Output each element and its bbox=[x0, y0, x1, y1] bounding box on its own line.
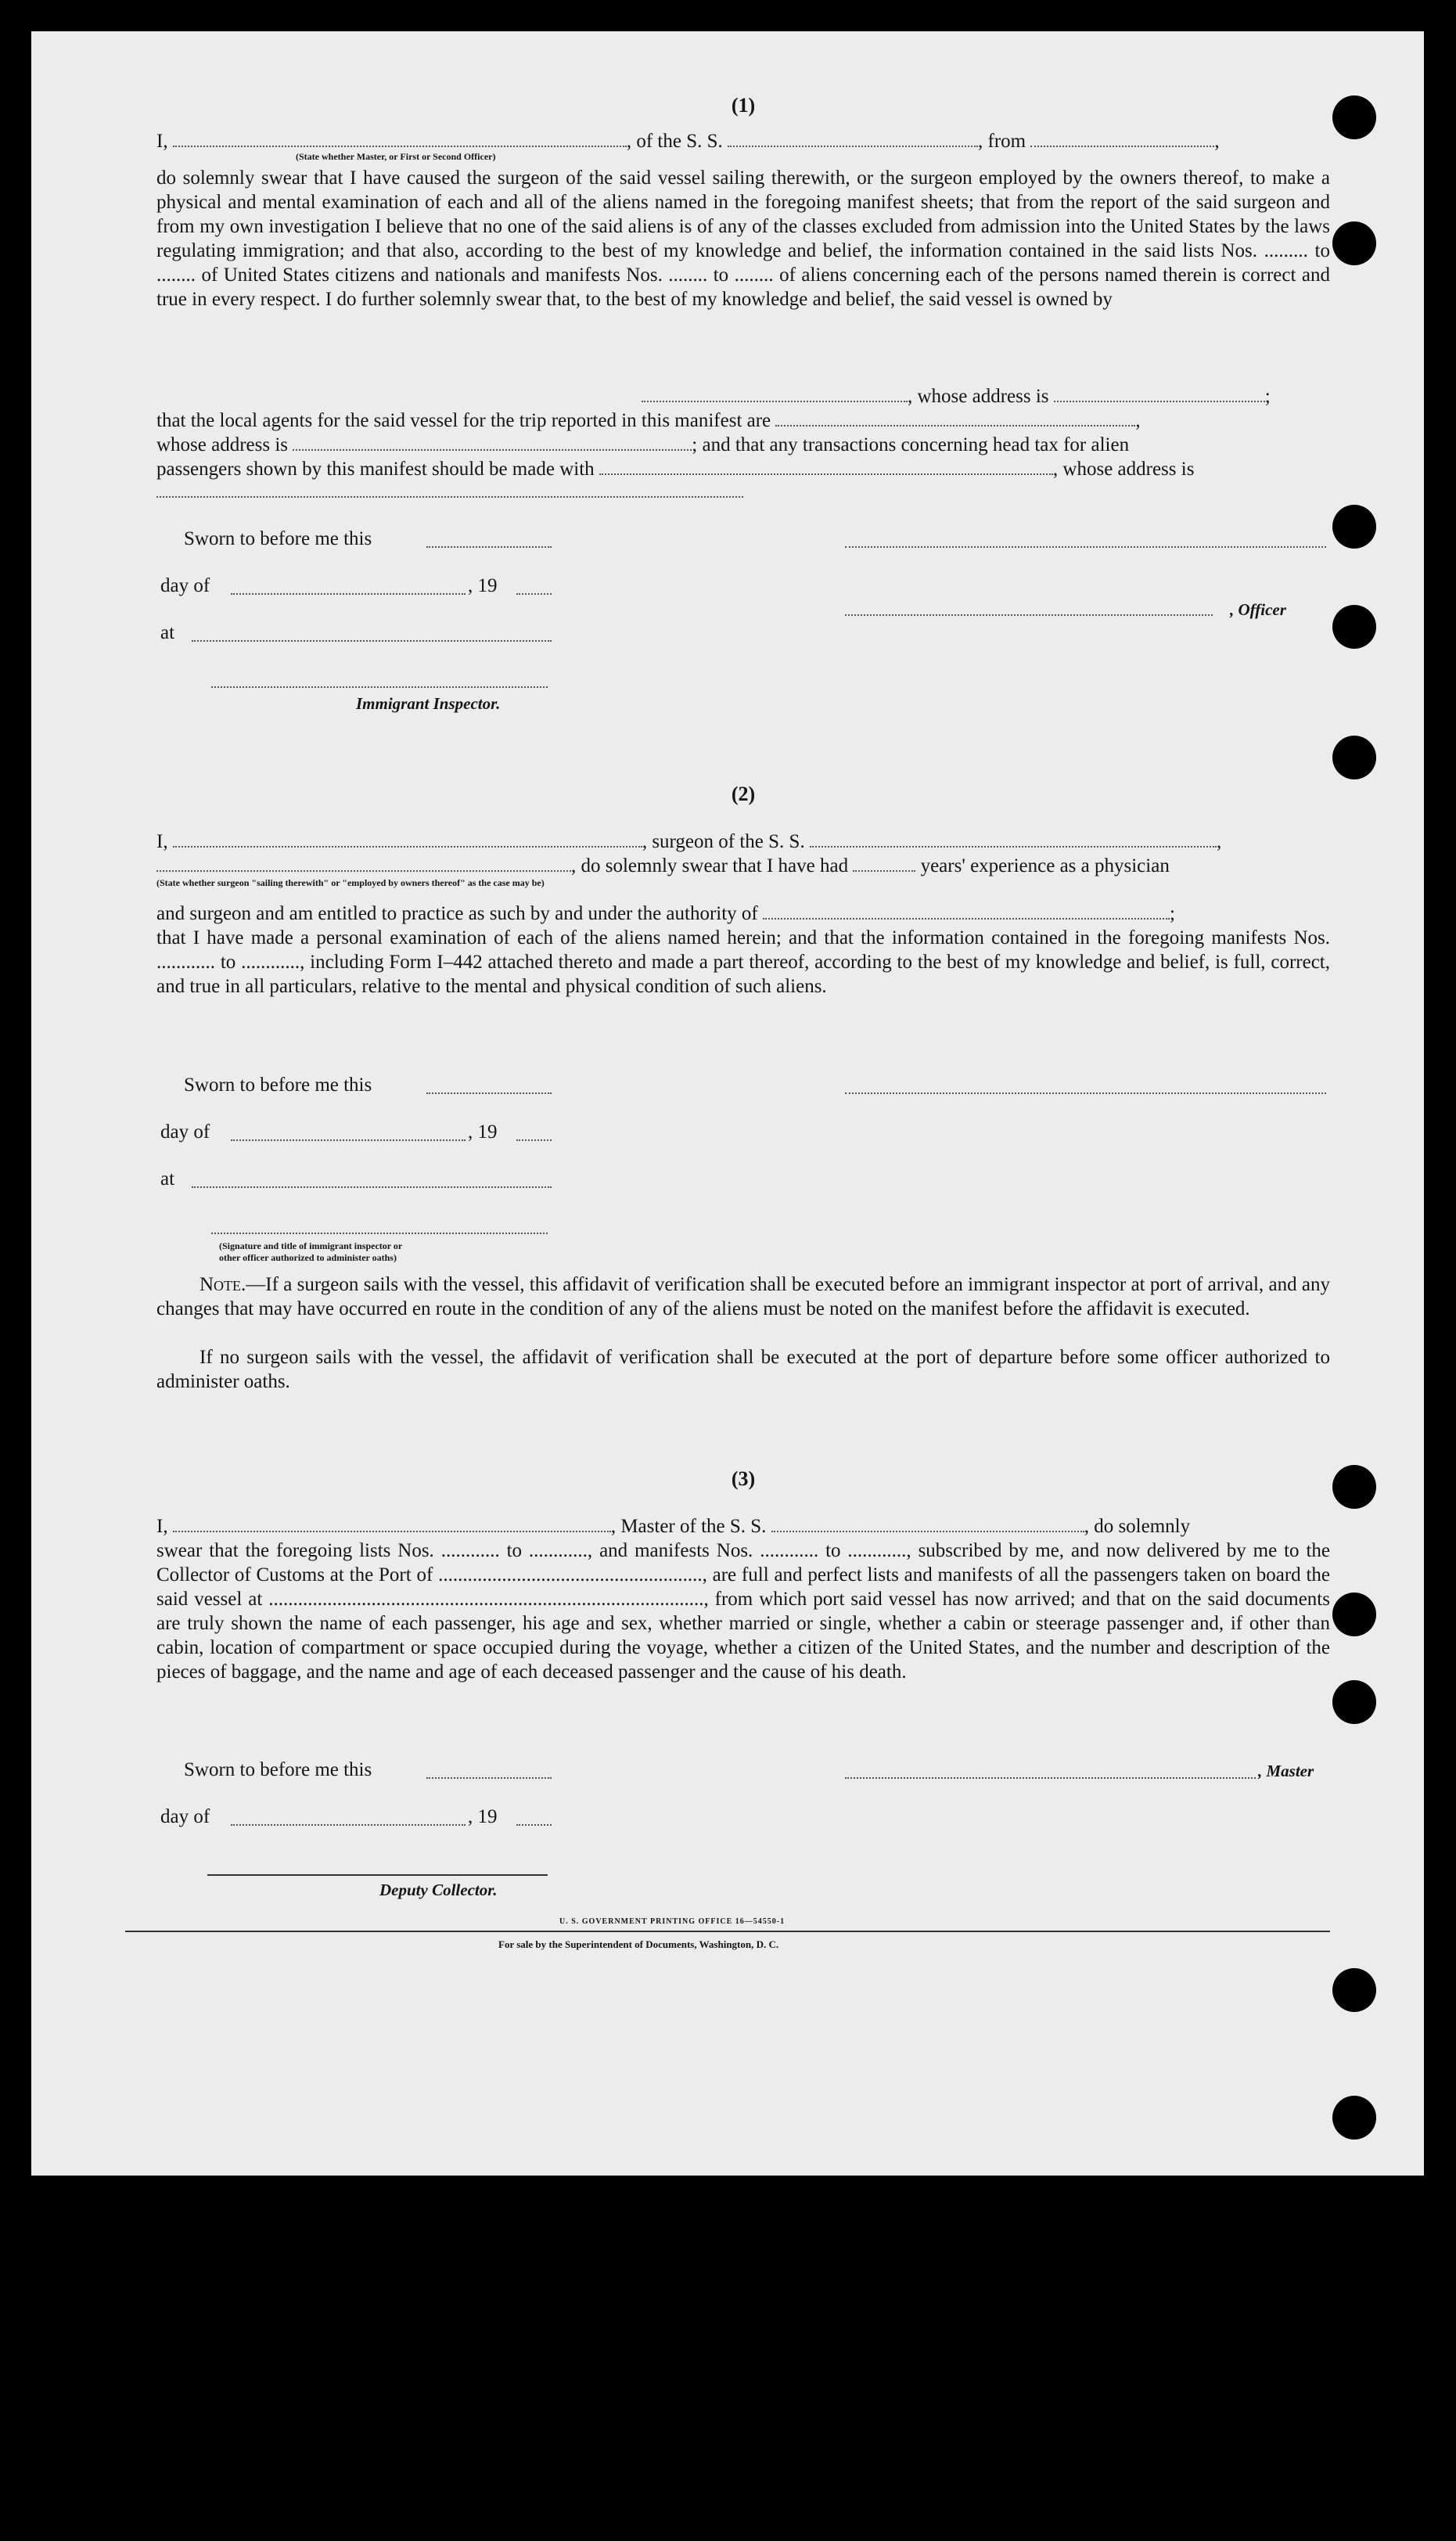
section-number: (1) bbox=[731, 94, 756, 117]
agents-line bbox=[156, 409, 1330, 433]
collector-signature-line[interactable] bbox=[207, 1874, 548, 1876]
semicolon: ; bbox=[1264, 386, 1271, 407]
section-number: (2) bbox=[731, 783, 756, 805]
note-paragraph-2: If no surgeon sails with the vessel, the affidavit of verification shall be executed at the port of departure before some officer authorized to administer oaths. bbox=[156, 1347, 1330, 1392]
swear-line bbox=[156, 854, 1330, 878]
name-field[interactable] bbox=[173, 131, 627, 147]
punch-hole-icon bbox=[1332, 736, 1376, 779]
punch-hole-icon bbox=[1332, 1465, 1376, 1509]
label-years: years' experience as a physician bbox=[920, 855, 1170, 876]
surgeon-status-field[interactable] bbox=[156, 856, 571, 872]
punch-hole-icon bbox=[1332, 605, 1376, 649]
label-head-tax: ; and that any transactions concerning head tax for alien bbox=[692, 434, 1130, 455]
inspector-signature-line[interactable] bbox=[211, 686, 548, 688]
authority-field[interactable] bbox=[763, 904, 1170, 920]
oath-body: that I have made a personal examination of each of the aliens named herein; and that the information contained in the foregoing manifests Nos. ............ to ............, including Form I–442 attached thereto and made a part thereof, according to the best of my knowledge and belief, is full, correct, and true in all particulars, relative to the mental and physical condition of such aliens. bbox=[156, 927, 1330, 997]
at-field[interactable] bbox=[192, 1186, 552, 1188]
year-label: , 19 bbox=[468, 575, 498, 596]
surgeon-name-field[interactable] bbox=[173, 832, 642, 848]
day-label: day of bbox=[160, 1121, 210, 1143]
label-passengers: passengers shown by this manifest should be made with bbox=[156, 459, 595, 480]
master-name-field[interactable] bbox=[173, 1517, 611, 1532]
authority-line bbox=[156, 902, 1330, 926]
years-field[interactable] bbox=[853, 856, 915, 872]
master-line bbox=[156, 1514, 1330, 1539]
label-i: I, bbox=[156, 1516, 168, 1537]
sworn-label: Sworn to before me this bbox=[184, 1759, 372, 1780]
vessel-field[interactable] bbox=[728, 131, 978, 147]
sworn-day-field[interactable] bbox=[426, 1777, 552, 1779]
year-label: , 19 bbox=[468, 1121, 498, 1143]
footer-rule bbox=[125, 1931, 1330, 1932]
agents-field[interactable] bbox=[775, 411, 1135, 426]
punch-hole-icon bbox=[1332, 221, 1376, 265]
label-from: , from bbox=[978, 131, 1026, 152]
sworn-label: Sworn to before me this bbox=[184, 528, 372, 549]
footer-text: For sale by the Superintendent of Documents, Washington, D. C. bbox=[498, 1938, 779, 1950]
day-label: day of bbox=[160, 575, 210, 596]
officer-signature-line[interactable] bbox=[845, 546, 1326, 548]
collector-label: Deputy Collector. bbox=[379, 1881, 498, 1899]
owner-field[interactable] bbox=[642, 387, 908, 402]
oath-body: swear that the foregoing lists Nos. ............ to ............, and manifests Nos. ............ to ............, subscribed by me, and now delivered by me to the Collector of Customs at the Port of ......................................................, are full and perfect lists and manifests of all the passengers taken on board the said vessel at ........................................................................................., from which port said vessel has now arrived; and that on the said documents are truly shown the name of each passenger, his age and sex, whether married or single, whether a cabin or steerage passenger and, if other than cabin, location of compartment or space occupied during the voyage, whether a citizen of the United States, and the number and description of the pieces of baggage, and the name and age of each deceased passenger and the cause of his death. bbox=[156, 1540, 1330, 1683]
vessel-field[interactable] bbox=[771, 1517, 1084, 1532]
punch-hole-icon bbox=[1332, 505, 1376, 549]
inspector-label: Immigrant Inspector. bbox=[356, 694, 501, 713]
at-label: at bbox=[160, 622, 175, 643]
label-agents: that the local agents for the said vessel for the trip reported in this manifest are bbox=[156, 410, 771, 431]
label-surgeon-of-ss: , surgeon of the S. S. bbox=[642, 831, 805, 852]
master-signature-line[interactable] bbox=[845, 1777, 1256, 1779]
note-text: —If a surgeon sails with the vessel, this affidavit of verification shall be executed before an immigrant inspector at port of arrival, and any changes that may have occurred en route in the condition of any of the aliens must be noted on the manifest before the affidavit is executed. bbox=[156, 1274, 1330, 1319]
punch-hole-icon bbox=[1332, 1593, 1376, 1636]
officer-label: , Officer bbox=[1230, 600, 1286, 619]
label-master-of-ss: , Master of the S. S. bbox=[610, 1516, 767, 1537]
whose-line bbox=[156, 433, 1330, 457]
note-paragraph bbox=[156, 1272, 1330, 1321]
label-whose: whose address is bbox=[156, 434, 289, 455]
sworn-day-field[interactable] bbox=[426, 1092, 552, 1094]
label-of-ss: , of the S. S. bbox=[626, 131, 723, 152]
sworn-day-field[interactable] bbox=[426, 546, 552, 548]
label-address: , whose address is bbox=[1052, 459, 1195, 480]
comma: , bbox=[1216, 831, 1222, 852]
label-address: , whose address is bbox=[908, 386, 1049, 407]
punch-hole-icon bbox=[1332, 95, 1376, 139]
label-i: I, bbox=[156, 131, 168, 152]
signature-note-1: (Signature and title of immigrant inspector or bbox=[219, 1240, 403, 1251]
rank-note: (State whether Master, or First or Second Officer) bbox=[296, 151, 496, 162]
month-field[interactable] bbox=[231, 1139, 466, 1141]
punch-hole-icon bbox=[1332, 1968, 1376, 2012]
note-label: Note. bbox=[200, 1274, 246, 1295]
officer-name-field[interactable] bbox=[845, 614, 1213, 616]
comma: , bbox=[1135, 410, 1141, 431]
owned-line-end bbox=[642, 384, 1330, 409]
oath-body: do solemnly swear that I have caused the surgeon of the said vessel sailing therewith, or the surgeon employed by the owners thereof, to make a physical and mental examination of each and all of the aliens named in the foregoing manifest sheets; that from the report of the said surgeon and from my own investigation I believe that no one of the said aliens is of any of the classes excluded from admission into the United States by the laws regulating immigration; and that also, according to the best of my knowledge and belief, the information contained in the said lists Nos. ......... to ........ of United States citizens and nationals and manifests Nos. ........ to ........ of aliens concerning each of the persons named therein is correct and true in every respect. I do further solemnly swear that, to the best of my knowledge and belief, the said vessel is owned by bbox=[156, 167, 1330, 310]
printer-imprint: U. S. GOVERNMENT PRINTING OFFICE 16—54550-1 bbox=[559, 1917, 786, 1926]
surgeon-line bbox=[156, 830, 1330, 854]
label-i: I, bbox=[156, 831, 168, 852]
owner-address-field[interactable] bbox=[1054, 387, 1265, 402]
surgeon-signature-line[interactable] bbox=[845, 1092, 1326, 1094]
passengers-line bbox=[156, 457, 1330, 481]
label-swear: , do solemnly swear that I have had bbox=[571, 855, 849, 876]
comma: , bbox=[1214, 131, 1220, 152]
signature-note-2: other officer authorized to administer oaths) bbox=[219, 1252, 397, 1263]
year-field[interactable] bbox=[516, 1824, 552, 1826]
year-field[interactable] bbox=[516, 593, 552, 595]
vessel-field[interactable] bbox=[810, 832, 1217, 848]
sworn-label: Sworn to before me this bbox=[184, 1074, 372, 1096]
master-line bbox=[156, 129, 1330, 153]
head-tax-party-field[interactable] bbox=[599, 459, 1053, 475]
day-label: day of bbox=[160, 1806, 210, 1827]
master-label: , Master bbox=[1258, 1762, 1314, 1780]
month-field[interactable] bbox=[231, 593, 466, 595]
label-do-solemnly: , do solemnly bbox=[1084, 1516, 1191, 1537]
form-page bbox=[31, 31, 1424, 2176]
punch-hole-icon bbox=[1332, 2096, 1376, 2140]
year-label: , 19 bbox=[468, 1806, 498, 1827]
punch-hole-icon bbox=[1332, 1680, 1376, 1724]
year-field[interactable] bbox=[516, 1139, 552, 1141]
section-number: (3) bbox=[731, 1467, 756, 1490]
surgeon-note: (State whether surgeon "sailing therewith" or "employed by owners thereof" as the case may be) bbox=[156, 877, 545, 888]
month-field[interactable] bbox=[231, 1824, 466, 1826]
at-label: at bbox=[160, 1168, 175, 1190]
address-field[interactable] bbox=[156, 496, 743, 498]
inspector-signature-line[interactable] bbox=[211, 1233, 548, 1234]
at-field[interactable] bbox=[192, 640, 552, 642]
label-authority: and surgeon and am entitled to practice as such by and under the authority of bbox=[156, 903, 758, 924]
agents-address-field[interactable] bbox=[293, 435, 692, 451]
from-field[interactable] bbox=[1030, 131, 1214, 147]
semicolon: ; bbox=[1170, 903, 1175, 924]
